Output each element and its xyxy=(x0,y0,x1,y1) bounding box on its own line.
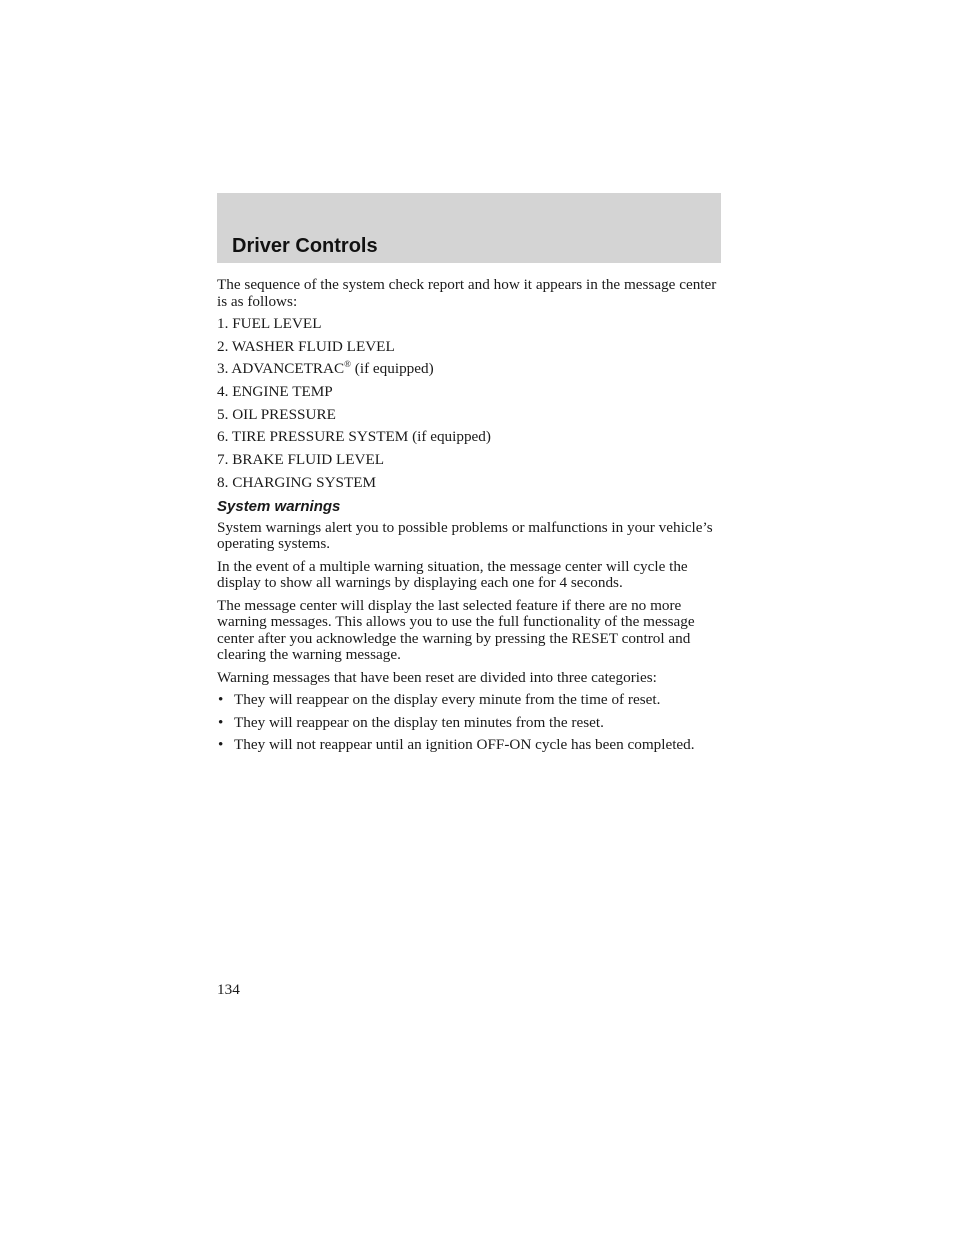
bullet-icon: • xyxy=(218,736,224,753)
bullet-text: They will reappear on the display every minute from the time of reset. xyxy=(234,691,661,708)
sequence-item-label: 3. ADVANCETRAC xyxy=(217,360,345,378)
sequence-item: 2. WASHER FLUID LEVEL xyxy=(217,337,395,355)
warning-categories-list xyxy=(217,692,723,754)
bullet-text: They will reappear on the display ten minutes from the reset. xyxy=(234,713,604,731)
body-paragraph: Warning messages that have been reset are divided into three categories: xyxy=(217,668,657,686)
bullet-text: They will not reappear until an ignition OFF-ON cycle has been completed. xyxy=(234,736,695,753)
page-content xyxy=(217,277,723,760)
bullet-item xyxy=(217,715,723,732)
body-paragraph: In the event of a multiple warning situation, the message center will cycle the display to show all warnings by displaying each one for 4 seconds. xyxy=(217,557,688,591)
sequence-item-suffix: (if equipped) xyxy=(351,360,434,378)
body-paragraph: The message center will display the last selected feature if there are no more warning messages. This allows you to use the full functionality of the message center after you acknowledge the warning by pressing the RESET control and clearing the warning message. xyxy=(217,596,695,663)
system-warnings-heading: System warnings xyxy=(217,497,341,515)
sequence-item: 7. BRAKE FLUID LEVEL xyxy=(217,451,385,469)
sequence-item: 5. OIL PRESSURE xyxy=(217,405,336,423)
sequence-item: 4. ENGINE TEMP xyxy=(217,383,333,401)
sequence-item xyxy=(217,361,723,378)
bullet-icon: • xyxy=(218,713,224,731)
section-header-band xyxy=(217,193,721,263)
section-title: Driver Controls xyxy=(232,235,378,257)
page-number: 134 xyxy=(217,981,240,998)
bullet-item xyxy=(217,737,723,754)
bullet-item xyxy=(217,692,723,709)
sequence-item: 6. TIRE PRESSURE SYSTEM (if equipped) xyxy=(217,428,491,446)
registered-mark: ® xyxy=(344,359,351,370)
sequence-item: 8. CHARGING SYSTEM xyxy=(217,473,377,491)
bullet-icon: • xyxy=(218,691,224,708)
body-paragraph: System warnings alert you to possible problems or malfunctions in your vehicle’s operating systems. xyxy=(217,518,713,552)
sequence-item: 1. FUEL LEVEL xyxy=(217,315,322,332)
system-check-sequence xyxy=(217,316,723,491)
intro-paragraph: The sequence of the system check report and how it appears in the message center is as follows: xyxy=(217,276,717,310)
